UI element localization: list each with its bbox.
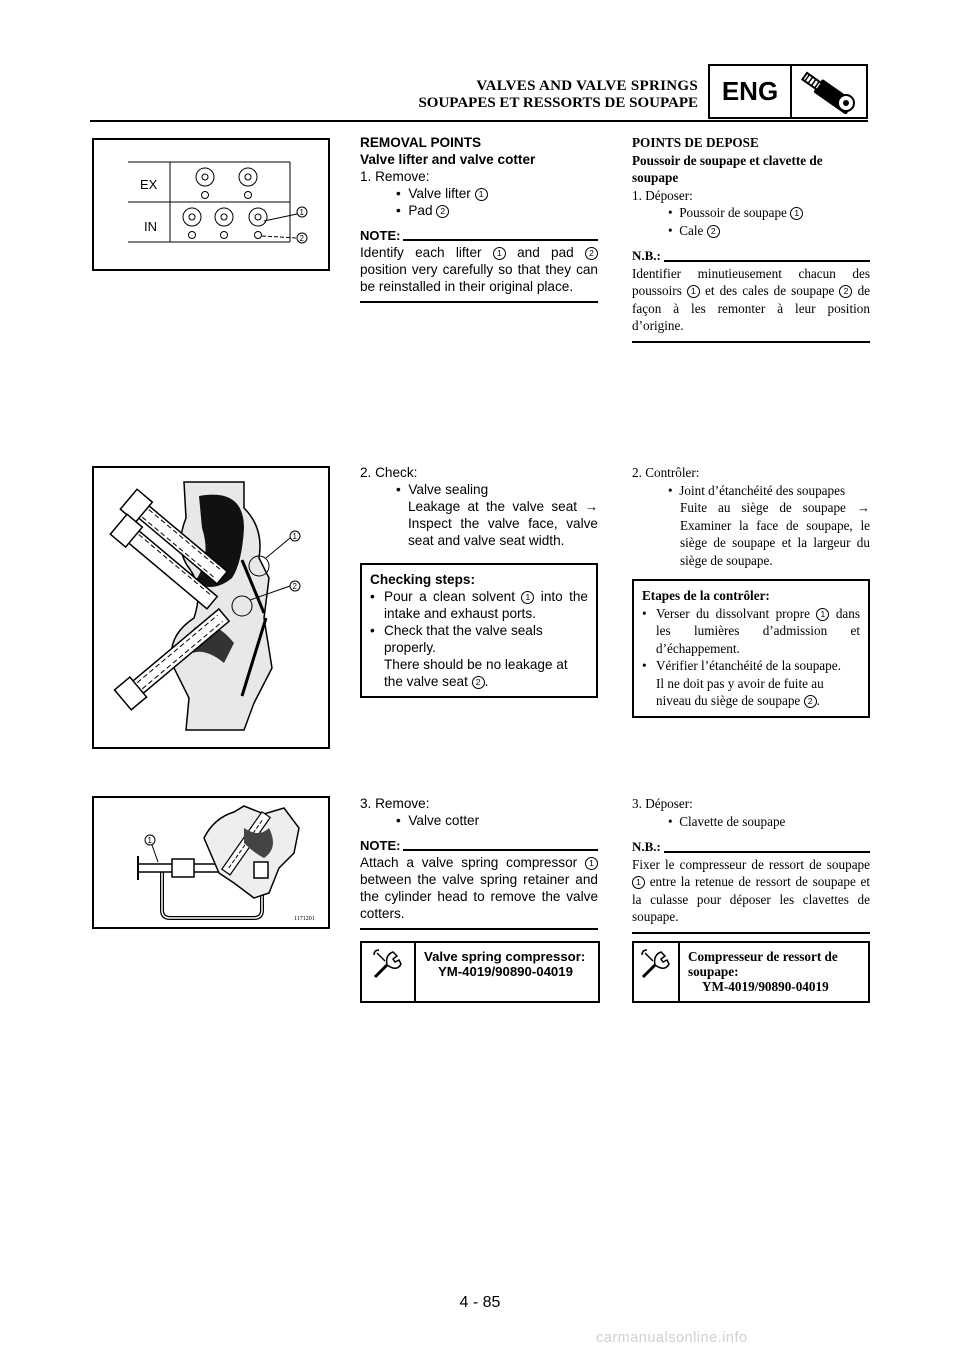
figure-lifter-layout [92, 138, 330, 271]
section2-fr-step: 2. Contrôler: [632, 465, 700, 480]
note-header: NOTE: [360, 837, 598, 854]
section3-en [360, 795, 598, 930]
section1-fr [632, 134, 870, 343]
note-header: N.B.: [632, 838, 870, 856]
section1-en-step: 1. Remove: [360, 169, 430, 184]
note-end-rule [632, 932, 870, 934]
list-item: • Valve cotter [396, 813, 480, 828]
checking-steps-box [360, 563, 598, 698]
section3-en-step: 3. Remove: [360, 796, 430, 811]
header-rule [90, 120, 868, 122]
tool-text-fr [680, 943, 868, 1001]
fig2-callout-2: 2 [292, 582, 297, 591]
etapes-box [632, 579, 870, 718]
tool-name: Compresseur de ressort de soupape: [687, 949, 838, 979]
note-text: Identifier minutieusement chacun des poussoirs 1 et des cales de soupape 2 de façon à les remonter à leur position d’origine. [632, 265, 871, 333]
note-end-rule [360, 301, 598, 303]
wrench-icon [362, 943, 416, 1001]
engine-icon [792, 66, 866, 117]
section1-en-heading: REMOVAL POINTS [360, 135, 482, 150]
fig1-callout-1: 1 [299, 208, 304, 217]
section2-fr-detail: Fuite au siège de soupape → Examiner la face de soupape, le siège de soupape et la largeur du siège de soupape. [680, 500, 870, 568]
fig3-code: 1171201 [294, 916, 315, 922]
tool-text-en [416, 943, 593, 1001]
note-text: Identify each lifter 1 and pad 2 position very carefully so that they can be reinstalled in their original place. [360, 245, 598, 294]
figure-valve-sealing [92, 466, 330, 749]
header-title-fr: SOUPAPES ET RESSORTS DE SOUPAPE [418, 95, 698, 111]
list-item: • Check that the valve seals properly. There should be no leakage at the valve seat 2 . [370, 623, 568, 689]
header-title-en: VALVES AND VALVE SPRINGS [476, 78, 698, 94]
list-item: • Cale 2 [632, 222, 870, 240]
note-header: NOTE: [360, 227, 598, 244]
section1-en [360, 134, 598, 303]
section1-en-subheading: Valve lifter and valve cotter [360, 152, 536, 167]
list-item: • Clavette de soupape [668, 813, 786, 829]
note-end-rule [632, 341, 870, 343]
tool-code: YM-4019/90890-04019 [438, 964, 573, 979]
wrench-icon [634, 943, 680, 1001]
section1-fr-step: 1. Déposer: [632, 187, 693, 203]
eng-badge-label: ENG [710, 66, 792, 117]
list-item: • Pad 2 [360, 202, 598, 219]
section3-fr [632, 795, 870, 934]
eng-badge [708, 64, 868, 119]
figure-valve-spring-compressor [92, 796, 330, 929]
section1-fr-subheading: Poussoir de soupape et clavette de soupape [632, 152, 823, 185]
tool-box-en [360, 941, 600, 1003]
list-item: • Pour a clean solvent 1 into the intake and exhaust ports. [370, 589, 588, 621]
list-item: • Joint d’étanchéité des soupapes [668, 482, 846, 498]
section1-fr-heading: POINTS DE DEPOSE [632, 135, 759, 150]
list-item: • Poussoir de soupape 1 [632, 204, 870, 222]
tool-code: YM-4019/90890-04019 [701, 979, 829, 994]
checking-steps-title: Checking steps: [370, 572, 475, 587]
fig3-callout-1: 1 [147, 836, 152, 845]
watermark: carmanualsonline.info [596, 1330, 748, 1346]
tool-box-fr [632, 941, 870, 1003]
note-end-rule [360, 928, 598, 930]
note-text: Attach a valve spring compressor 1 between the valve spring retainer and the cylinder head to remove the valve cotters. [360, 855, 598, 921]
label-in: IN [144, 219, 157, 234]
list-item: • Valve sealing [396, 482, 489, 497]
section2-en [360, 464, 598, 698]
note-text: Fixer le compresseur de ressort de soupape 1 entre la retenue de ressort de soupape et la culasse pour déposer les clavettes de soupape. [632, 856, 871, 924]
list-item: • Verser du dissolvant propre 1 dans les lumières d’admission et d’échappement. [642, 605, 860, 656]
list-item: • Vérifier l’étanchéité de la soupape. Il ne doit pas y avoir de fuite au niveau du siège de soupape 2 . [642, 658, 841, 708]
fig2-callout-1: 1 [292, 532, 297, 541]
tool-name: Valve spring compressor: [424, 949, 586, 964]
etapes-title: Etapes de la contrôler: [642, 588, 770, 603]
list-item: • Valve lifter 1 [360, 185, 598, 202]
section2-en-detail: Leakage at the valve seat → Inspect the valve face, valve seat and valve seat width. [408, 499, 598, 548]
section2-fr [632, 464, 870, 718]
fig1-callout-2: 2 [299, 234, 304, 243]
label-ex: EX [140, 177, 158, 192]
section2-en-step: 2. Check: [360, 465, 418, 480]
page-number: 4 - 85 [459, 1294, 501, 1311]
note-header: N.B.: [632, 247, 870, 265]
section3-fr-step: 3. Déposer: [632, 796, 693, 811]
